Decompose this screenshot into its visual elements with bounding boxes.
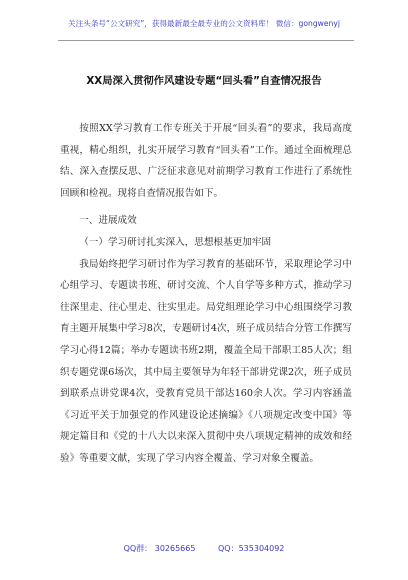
body-paragraph: 我局始终把学习研讨作为学习教育的基础环节，采取理论学习中心组学习、专题读书班、研讨交流、个人自学等多种方式，推动学习往深里走、往心里走、往实里走。局党组理论学习中心组围绕学习教育主题开展集中学习8次，专题研讨4次，班子成员结合分管工作撰写学习心得12篇；举办专题读书班2期，覆盖全局干部职工85人次；组织专题党课6场次，其中局主要领导为年轻干部讲党课2次，班子成员到联系点讲党课4次，受教育党员干部达160余人次。学习内容涵盖《习近平关于加强党的作风建设论述摘编》《八项规定改变中国》等规定篇目和《党的十八大以来深入贯彻中央八项规定精神的成效和经验》等重要文献，实现了学习内容全覆盖、学习对象全覆盖。 (60, 258, 352, 464)
footer-contact (0, 543, 408, 554)
footer-qq: QQ：535304092 (218, 544, 285, 553)
document-title: XX局深入贯彻作风建设专题“回头看”自查情况报告 (86, 75, 322, 87)
header-banner: 关注头条号“公文研究”，获得最新最全最专业的公文资料库！ 微信：gongwenyj (68, 19, 340, 28)
header-divider (58, 40, 354, 41)
subsection-heading: （一）学习研讨扎实深入，思想根基更加牢固 (79, 236, 272, 248)
intro-paragraph: 按照XX学习教育工作专班关于开展“回头看”的要求，我局高度重视，精心组织，扎实开展学习教育“回头看”工作。通过全面梳理总结、深入查摆反思、广泛征求意见对前期学习教育工作进行了系统性回顾和检视。现将自查情况报告如下。 (60, 123, 352, 199)
section-heading: 一、进展成效 (79, 215, 137, 227)
document-body (60, 118, 352, 470)
footer-qq-group: QQ群： 30265665 (123, 544, 196, 553)
